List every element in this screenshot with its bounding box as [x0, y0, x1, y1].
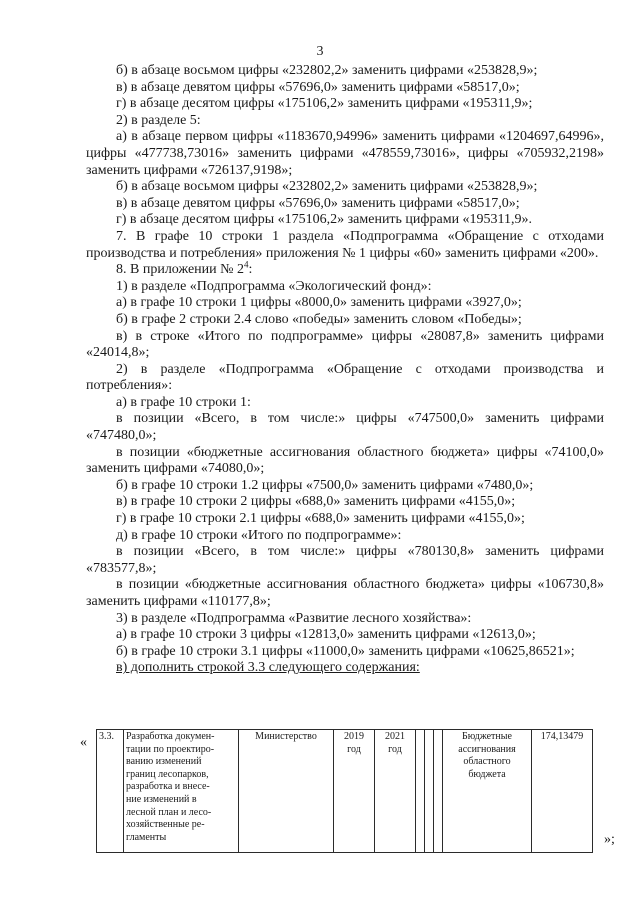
superscript: 4: [244, 259, 249, 270]
paragraph: в) в абзаце девятом цифры «57696,0» заменить цифрами «58517,0»;: [116, 195, 520, 211]
funding-source-cell: [443, 730, 532, 853]
paragraph: а) в графе 10 строки 1 цифры «8000,0» заменить цифрами «3927,0»;: [116, 295, 522, 311]
executor-cell: Министерство: [239, 730, 334, 853]
paragraph: б) в графе 10 строки 3.1 цифры «11000,0» заменить цифрами «10625,86521»;: [116, 643, 575, 659]
cell-line: ванию изменений: [126, 756, 202, 768]
table-row: [97, 730, 593, 853]
inserted-row-block: [80, 729, 620, 854]
paragraph: б) в абзаце восьмом цифры «232802,2» заменить цифрами «253828,9»;: [116, 63, 538, 78]
opening-quote: «: [80, 735, 87, 750]
paragraph-suffix: :: [248, 262, 253, 278]
paragraph: 2) в разделе «Подпрограмма «Обращение с отходами производства и потребления»:: [86, 361, 604, 394]
insert-table: [96, 729, 593, 853]
paragraph: в позиции «бюджетные ассигнования областного бюджета» цифры «106730,8» заменить цифрами «110177,8»;: [86, 577, 604, 609]
cell-line: разработка и внесе-: [126, 781, 210, 793]
page-number: 3: [316, 44, 324, 59]
empty-cell: [434, 730, 443, 853]
document-body: [86, 63, 604, 677]
paragraph: в позиции «бюджетные ассигнования областного бюджета» цифры «74100,0» заменить цифрами «74080,0»;: [86, 444, 604, 477]
end-year-cell: 2021 год: [375, 730, 416, 853]
paragraph: в) в строке «Итого по подпрограмме» цифры «28087,8» заменить цифрами «24014,8»;: [86, 328, 604, 361]
paragraph-text: 8. В приложении № 2: [116, 262, 244, 278]
paragraph: д) в графе 10 строки «Итого по подпрограмме»:: [116, 527, 402, 543]
paragraph: г) в графе 10 строки 2.1 цифры «688,0» заменить цифрами «4155,0»;: [116, 511, 525, 527]
cell-line: бюджета: [468, 768, 506, 780]
paragraph: г) в абзаце десятом цифры «175106,2» заменить цифрами «195311,9».: [116, 212, 533, 228]
cell-line: хозяйственные ре-: [126, 819, 205, 831]
paragraph-with-superscript: [86, 259, 604, 279]
paragraph: 2) в разделе 5:: [116, 112, 201, 128]
paragraph: б) в графе 2 строки 2.4 слово «победы» заменить словом «Победы»;: [116, 311, 522, 327]
activity-name-cell: [124, 730, 239, 853]
paragraph: 1) в разделе «Подпрограмма «Экологический фонд»:: [116, 278, 432, 294]
cell-line: границ лесопарков,: [126, 768, 209, 780]
paragraph: в) в графе 10 строки 2 цифры «688,0» заменить цифрами «4155,0»;: [116, 494, 516, 510]
paragraph: в) дополнить строкой 3.3 следующего содержания:: [116, 660, 420, 676]
cell-line: ассигнования: [458, 743, 516, 755]
cell-line: Разработка докумен-: [126, 731, 215, 742]
empty-cell: [425, 730, 434, 853]
paragraph: а) в графе 10 строки 3 цифры «12813,0» заменить цифрами «12613,0»;: [116, 627, 536, 643]
row-number-cell: 3.3.: [97, 730, 124, 853]
paragraph: б) в графе 10 строки 1.2 цифры «7500,0» заменить цифрами «7480,0»;: [116, 477, 534, 493]
empty-cell: [416, 730, 425, 853]
cell-line: тации по проектиро-: [126, 743, 215, 755]
paragraph: в позиции «Всего, в том числе:» цифры «747500,0» заменить цифрами «747480,0»;: [86, 411, 604, 444]
paragraph: б) в абзаце восьмом цифры «232802,2» заменить цифрами «253828,9»;: [116, 179, 538, 195]
paragraph: 3) в разделе «Подпрограмма «Развитие лесного хозяйства»:: [116, 610, 472, 626]
cell-line: Бюджетные: [462, 731, 512, 742]
paragraph: а) в графе 10 строки 1:: [116, 394, 251, 410]
amount-cell: 174,13479: [532, 730, 593, 853]
paragraph: в позиции «Всего, в том числе:» цифры «780130,8» заменить цифрами «783577,8»;: [86, 544, 604, 576]
cell-line: областного: [463, 756, 511, 768]
cell-line: гламенты: [126, 831, 167, 843]
paragraph: 7. В графе 10 строки 1 раздела «Подпрограмма «Обращение с отходами производства и потребления» приложения № 1 цифры «60» заменить цифрами «200».: [86, 228, 604, 261]
start-year-cell: 2019 год: [334, 730, 375, 853]
paragraph: в) в абзаце девятом цифры «57696,0» заменить цифрами «58517,0»;: [116, 79, 520, 95]
closing-quote: »;: [604, 832, 615, 847]
paragraph: а) в абзаце первом цифры «1183670,94996» заменить цифрами «1204697,64996», цифры «477738,73016» заменить цифрами «478559,73016», цифры «705932,2198» заменить цифрами «726137,9198»;: [86, 129, 604, 178]
cell-line: ние изменений в: [126, 793, 197, 805]
paragraph: г) в абзаце десятом цифры «175106,2» заменить цифрами «195311,9»;: [116, 96, 533, 112]
cell-line: лесной план и лесо-: [126, 806, 212, 818]
